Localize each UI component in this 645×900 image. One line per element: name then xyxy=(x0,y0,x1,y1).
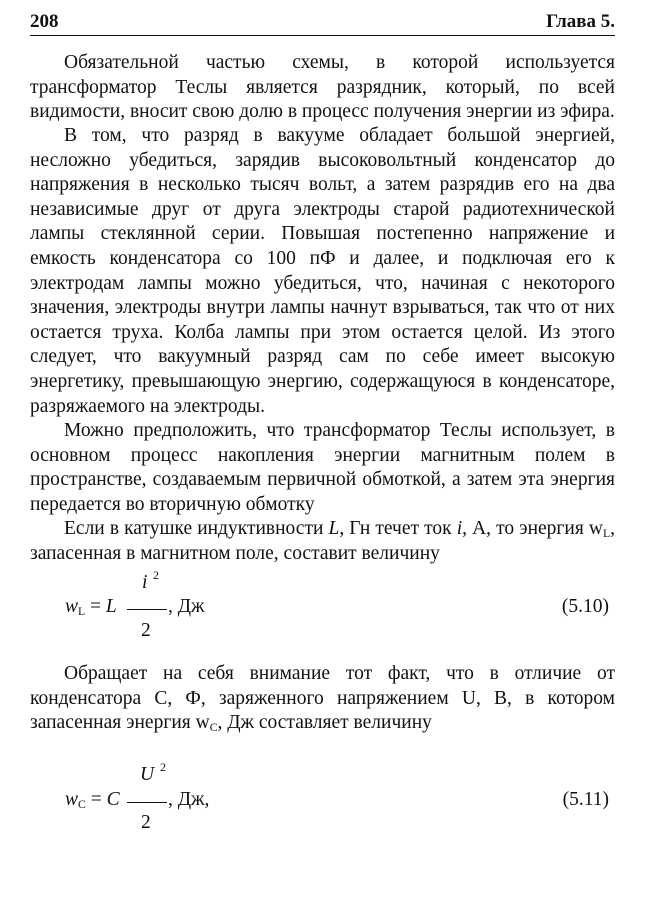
formula-lhs: $w_C = C$ xyxy=(65,789,120,811)
fraction-bar xyxy=(127,802,167,803)
formula-power: 2 xyxy=(160,760,166,774)
formula-unit: , Дж, xyxy=(168,789,210,810)
paragraph-capacitor-energy: Обращает на себя внимание тот факт, что в отличие от конденсатора С, Ф, заряженного напряжением U, В, в котором запасенная энергия $w_C$, Дж составляет величину xyxy=(30,663,615,735)
equation-number: (5.10) xyxy=(561,596,609,617)
formula-unit: , Дж xyxy=(168,596,205,617)
paragraph-inductor-energy: Если в катушке индуктивности L, Гн течет ток i, А, то энергия $w_L$, запасенная в магнитном поле, составит величину xyxy=(30,518,615,564)
paragraph-vacuum-discharge: В том, что разряд в вакууме обладает большой энергией, несложно убедиться, зарядив высоковольтный конденсатор до напряжения в несколько тысяч вольт, а затем разрядив его на два независимые друг от друга электроды старой радиотехнической лампы стеклянной серии. Повышая постепенно напряжение и емкость конденсатора со 100 пФ и далее, и подключая его к электродам лампы можно убедиться, что, начиная с некоторого значения, электроды внутри лампы начнут взрываться, так что от них остается труха. Колба лампы при этом остается целой. Из этого следует, что вакуумный разряд сам по себе имеет высокую энергетику, превышающую энергию, содержащуюся в конденсаторе, разряжаемого на электроды. xyxy=(30,125,615,417)
paragraph-spark-gap: Обязательной частью схемы, в которой используется трансформатор Теслы является разрядник, который, по всей видимости, вносит свою долю в процесс получения энергии из эфира. xyxy=(30,52,615,123)
page-number: 208 xyxy=(30,11,59,32)
formula-numerator: i xyxy=(142,572,148,593)
formula-5-11 xyxy=(0,760,645,833)
formula-lhs: $w_L = L$ xyxy=(65,596,117,618)
equation-number: (5.11) xyxy=(562,789,609,810)
paragraph-tesla-transformer: Можно предположить, что трансформатор Теслы использует, в основном процесс накопления энергии магнитным полем в пространстве, создаваемым первичной обмоткой, а затем эта энергия передается во вторичную обмотку xyxy=(30,420,615,515)
page-header xyxy=(30,11,615,36)
formula-denominator: 2 xyxy=(141,812,151,833)
chapter-title: Глава 5. xyxy=(546,11,615,32)
formula-numerator: U xyxy=(140,764,155,785)
formula-denominator: 2 xyxy=(141,620,151,641)
formula-power: 2 xyxy=(153,568,159,582)
fraction-bar xyxy=(127,609,167,610)
formula-5-10 xyxy=(0,568,645,641)
